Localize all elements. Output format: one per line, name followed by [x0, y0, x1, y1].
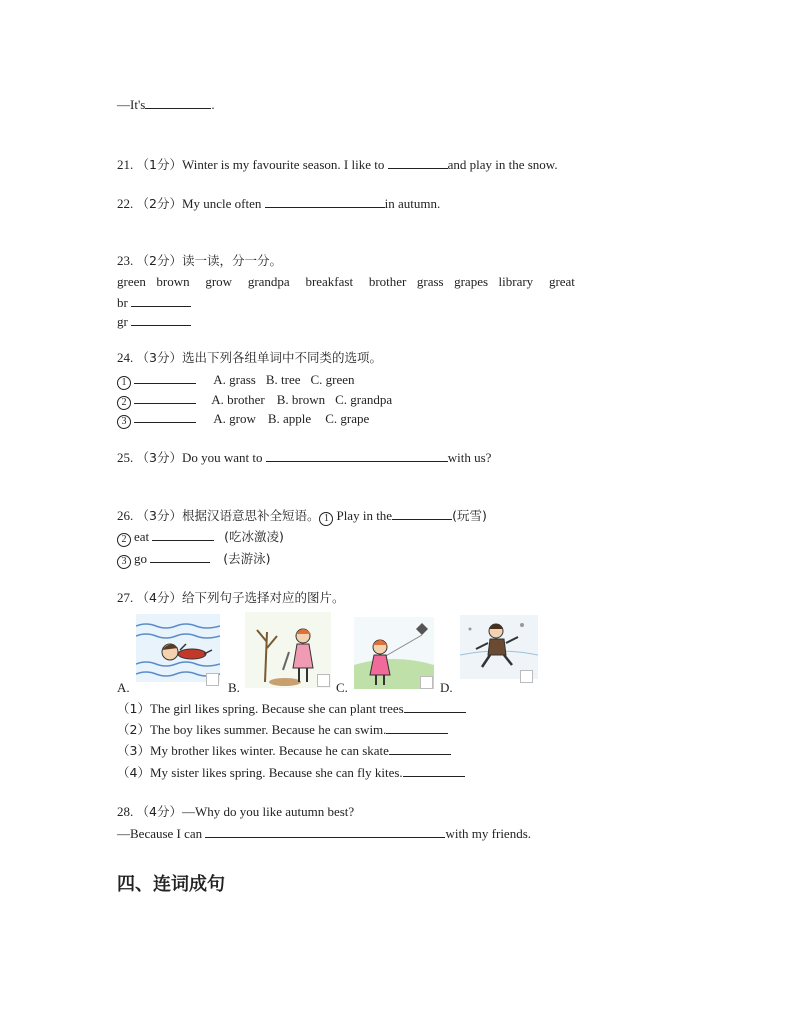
answer-blank[interactable] — [389, 742, 451, 755]
answer-box-a[interactable] — [206, 673, 219, 686]
q24-item-3: 3 A. grow B. apple C. grape — [117, 410, 369, 429]
q26-item-3: 3 go (去游泳) — [117, 550, 271, 569]
answer-blank[interactable] — [403, 764, 465, 777]
q26-item-2: 2 eat (吃冰激凌) — [117, 528, 284, 547]
answer-blank[interactable] — [134, 371, 196, 384]
q24-item-2: 2 A. brother B. brown C. grandpa — [117, 391, 392, 410]
answer-blank[interactable] — [404, 700, 466, 713]
question-21: 21. （1分）Winter is my favourite season. I like to and play in the snow. — [117, 157, 558, 172]
question-28: 28. （4分）—Why do you like autumn best? — [117, 804, 355, 819]
picture-a-swimming[interactable] — [136, 614, 220, 682]
answer-blank[interactable] — [131, 294, 191, 307]
q27-sentence-3: （3）My brother likes winter. Because he can skate — [117, 742, 451, 759]
answer-box-c[interactable] — [420, 676, 433, 689]
q27-sentence-4: （4）My sister likes spring. Because she can fly kites. — [117, 764, 465, 781]
top-answer-line: —It's . — [117, 97, 215, 112]
answer-blank[interactable] — [265, 195, 385, 208]
q24-item-1: 1 A. grass B. tree C. green — [117, 371, 355, 390]
answer-blank[interactable] — [131, 313, 191, 326]
answer-box-d[interactable] — [520, 670, 533, 683]
question-26: 26. （3分）根据汉语意思补全短语。 1 Play in the (玩雪) — [117, 508, 487, 524]
picture-label-a: A. — [117, 680, 130, 695]
answer-blank[interactable] — [145, 96, 211, 109]
picture-label-d: D. — [440, 680, 453, 695]
answer-box-b[interactable] — [317, 674, 330, 687]
question-24: 24. （3分）选出下列各组单词中不同类的选项。 — [117, 350, 382, 365]
question-23: 23. （2分）读一读，分一分。 — [117, 253, 282, 268]
q28-answer-line: —Because I can with my friends. — [117, 826, 532, 841]
answer-blank[interactable] — [205, 825, 445, 838]
section-heading: 四、连词成句 — [117, 874, 225, 895]
answer-blank[interactable] — [134, 391, 196, 404]
question-22: 22. （2分）My uncle often in autumn. — [117, 196, 441, 211]
answer-blank[interactable] — [266, 449, 448, 462]
category-gr: gr — [117, 313, 191, 330]
word-bank: green brown grow grandpa breakfast brother grass grapes library great — [117, 274, 575, 289]
q27-sentence-2: （2）The boy likes summer. Because he can swim. — [117, 721, 448, 738]
answer-blank[interactable] — [152, 528, 214, 541]
picture-label-c: C. — [336, 680, 348, 695]
question-27: 27. （4分）给下列句子选择对应的图片。 — [117, 590, 345, 605]
question-25: 25. （3分）Do you want to with us? — [117, 450, 492, 465]
category-br: br — [117, 294, 191, 311]
answer-blank[interactable] — [388, 156, 448, 169]
answer-blank[interactable] — [392, 507, 452, 520]
answer-blank[interactable] — [150, 550, 210, 563]
answer-blank[interactable] — [386, 721, 448, 734]
answer-blank[interactable] — [134, 410, 196, 423]
q27-sentence-1: （1）The girl likes spring. Because she can plant trees — [117, 700, 466, 717]
picture-label-b: B. — [228, 680, 240, 695]
